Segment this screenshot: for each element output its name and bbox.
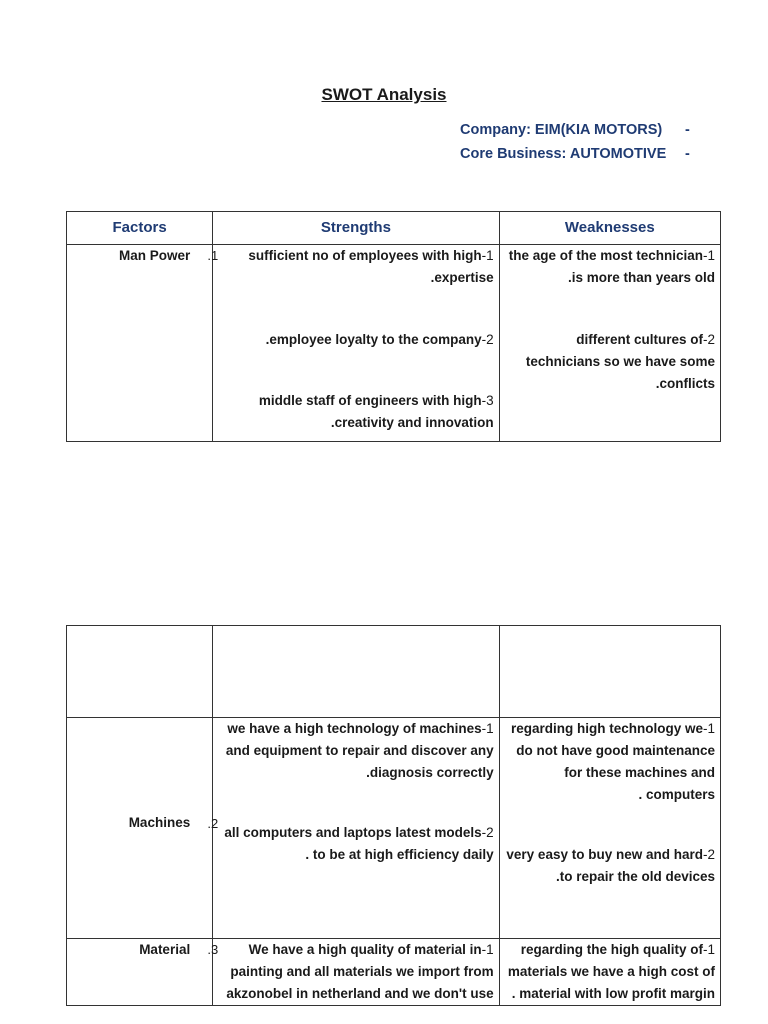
header-factors: Factors: [67, 212, 213, 245]
header-strengths: Strengths: [213, 212, 499, 245]
weakness-item: [506, 245, 715, 329]
weakness-text: . material with low profit margin: [511, 986, 715, 1001]
weakness-number: -1: [702, 248, 715, 263]
weakness-text: for these machines and: [564, 765, 715, 780]
strengths-cell: [213, 718, 499, 939]
weakness-text: different cultures of: [576, 332, 703, 347]
strength-number: -2: [481, 825, 494, 840]
weakness-number: -1: [702, 942, 715, 957]
strength-text: and equipment to repair and discover any: [225, 743, 494, 758]
weakness-text: . computers: [638, 787, 715, 802]
factor-number: .3: [207, 942, 219, 957]
weakness-number: -1: [702, 721, 715, 736]
weakness-number: -2: [702, 847, 715, 862]
strengths-cell: [213, 939, 499, 1006]
strength-number: -3: [481, 393, 494, 408]
factor-name: Machines: [128, 815, 191, 830]
strength-number: -1: [481, 942, 494, 957]
weakness-text: .to repair the old devices: [555, 869, 715, 884]
weakness-item: [506, 329, 715, 395]
empty-cell: [67, 626, 213, 718]
swot-table-2: [66, 625, 721, 1006]
strength-text: .creativity and innovation: [330, 415, 494, 430]
table-row-machines: [67, 718, 721, 939]
weakness-number: -2: [702, 332, 715, 347]
document-title: SWOT Analysis: [321, 85, 447, 104]
factor-cell: [67, 718, 219, 939]
strength-number: -1: [481, 248, 494, 263]
strength-number: -1: [481, 721, 494, 736]
empty-row: [67, 626, 721, 718]
table-row-manpower: [67, 245, 721, 442]
strength-text: . to be at high efficiency daily: [305, 847, 494, 862]
weakness-text: technicians so we have some: [525, 354, 715, 369]
weakness-text: the age of the most technician: [508, 248, 703, 263]
core-business-dash: -: [685, 146, 690, 162]
strengths-cell: [213, 245, 499, 442]
strength-text: painting and all materials we import from: [230, 964, 494, 979]
header-weaknesses: Weaknesses: [499, 212, 720, 245]
table-row-material: [67, 939, 721, 1006]
strength-text: all computers and laptops latest models: [224, 825, 482, 840]
strength-text: akzonobel in netherland and we don't use: [226, 986, 494, 1001]
strength-number: -2: [481, 332, 494, 347]
weaknesses-cell: [499, 245, 720, 442]
swot-table-1: [66, 211, 721, 442]
factor-name: Man Power: [118, 248, 191, 263]
weakness-text: .conflicts: [655, 376, 715, 391]
strength-text: We have a high quality of material in: [248, 942, 482, 957]
company-dash: -: [685, 122, 690, 138]
header-row: [67, 212, 721, 245]
strength-text: .expertise: [430, 270, 494, 285]
weakness-item: [506, 844, 715, 888]
empty-cell: [213, 626, 499, 718]
company-line: [460, 122, 690, 138]
strength-item: [219, 245, 493, 329]
weakness-text: regarding high technology we: [510, 721, 703, 736]
weakness-text: materials we have a high cost of: [507, 964, 715, 979]
core-business-line: [460, 146, 690, 162]
strength-item: [219, 390, 493, 434]
weakness-item: [506, 718, 715, 844]
factor-cell: [67, 245, 219, 442]
weakness-text: regarding the high quality of: [520, 942, 703, 957]
weaknesses-cell: [499, 718, 720, 939]
strength-item: [219, 939, 493, 1005]
factor-name: Material: [139, 942, 191, 957]
weakness-item: [506, 939, 715, 1005]
factor-number: .2: [207, 816, 219, 831]
strength-text: we have a high technology of machines: [227, 721, 482, 736]
core-business-label: Core Business: AUTOMOTIVE: [460, 146, 667, 162]
factor-number: .1: [207, 248, 219, 263]
strength-text: .diagnosis correctly: [366, 765, 494, 780]
strength-item: [219, 822, 493, 866]
strength-text: sufficient no of employees with high: [248, 248, 482, 263]
company-label: Company: EIM(KIA MOTORS): [460, 122, 663, 138]
strength-item: [219, 329, 493, 390]
strength-text: .employee loyalty to the company: [265, 332, 482, 347]
empty-cell: [499, 626, 720, 718]
weaknesses-cell: [499, 939, 720, 1006]
weakness-text: do not have good maintenance: [516, 743, 715, 758]
weakness-text: very easy to buy new and hard: [506, 847, 703, 862]
strength-item: [219, 718, 493, 822]
factor-cell: [67, 939, 219, 1006]
strength-text: middle staff of engineers with high: [258, 393, 482, 408]
weakness-text: .is more than years old: [567, 270, 715, 285]
